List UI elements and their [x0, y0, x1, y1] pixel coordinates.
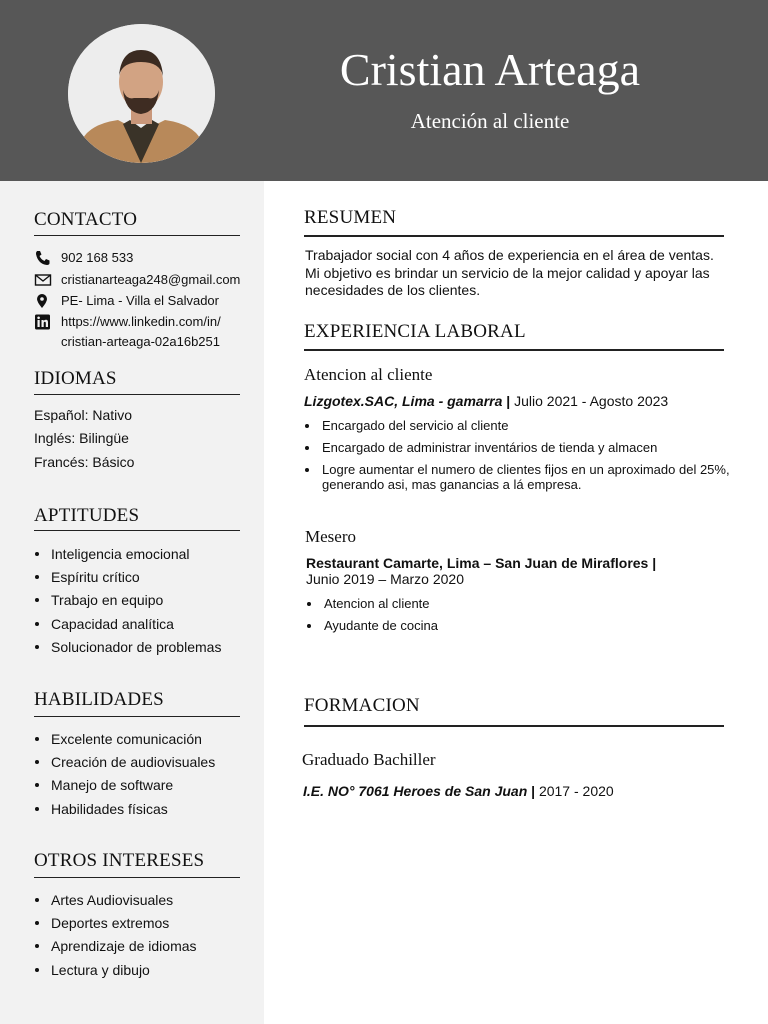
contact-phone: 902 168 533 — [61, 250, 134, 265]
education-separator: | — [527, 783, 539, 799]
contact-linkedin-row — [34, 312, 254, 332]
list-item: Aprendizaje de idiomas — [34, 937, 259, 960]
list-item: Excelente comunicación — [34, 730, 259, 753]
list-item: Encargado del servicio al cliente — [304, 418, 734, 433]
education-school: I.E. NO° 7061 Heroes de San Juan — [303, 783, 528, 799]
list-item: Inteligencia emocional — [34, 545, 259, 568]
interests-divider — [34, 877, 240, 878]
contact-location: PE- Lima - Villa el Salvador — [61, 293, 219, 308]
contact-linkedin-url[interactable]: https://www.linkedin.com/in/ — [61, 314, 221, 329]
list-item: Deportes extremos — [34, 914, 259, 937]
aptitudes-heading: APTITUDES — [34, 505, 140, 526]
languages-divider — [34, 394, 240, 395]
skills-heading: HABILIDADES — [34, 689, 164, 710]
experience-divider — [304, 349, 724, 351]
job-separator: | — [502, 393, 515, 409]
list-item: Trabajo en equipo — [34, 591, 259, 614]
job-bullets — [304, 418, 734, 499]
list-item: Artes Audiovisuales — [34, 891, 259, 914]
contact-phone-row — [34, 248, 254, 268]
language-item: Español: Nativo — [34, 407, 133, 423]
aptitudes-divider — [34, 530, 240, 531]
list-item: Habilidades físicas — [34, 800, 259, 823]
list-item: Creación de audiovisuales — [34, 753, 259, 776]
job-bullets — [306, 596, 736, 640]
contact-email-row — [34, 270, 254, 290]
mail-icon — [34, 272, 52, 288]
profile-photo — [68, 24, 215, 163]
header-band — [0, 0, 768, 181]
education-heading: FORMACION — [304, 695, 420, 716]
education-dates: 2017 - 2020 — [538, 783, 614, 799]
summary-text: Trabajador social con 4 años de experiencia en el área de ventas. Mi objetivo es brindar un servicio de la mejor calidad y apoyar las necesidades de los clientes. — [305, 247, 714, 298]
list-item: Espíritu crítico — [34, 568, 259, 591]
education-divider — [304, 725, 724, 727]
job-meta — [304, 393, 668, 409]
location-pin-icon — [34, 293, 52, 309]
languages-heading: IDIOMAS — [34, 368, 117, 389]
education-meta — [303, 783, 614, 799]
list-item: Ayudante de cocina — [306, 618, 736, 633]
contact-email[interactable]: cristianarteaga248@gmail.com — [61, 272, 241, 287]
contact-linkedin-url-continued[interactable]: cristian-arteaga-02a16b251 — [61, 334, 220, 349]
job-position: Mesero — [305, 527, 356, 546]
summary-heading: RESUMEN — [304, 207, 397, 228]
list-item: Encargado de administrar inventários de tienda y almacen — [304, 440, 734, 455]
person-portrait-icon — [68, 24, 215, 163]
contact-heading: CONTACTO — [34, 209, 138, 230]
candidate-role: Atención al cliente — [410, 109, 570, 133]
skills-divider — [34, 716, 240, 717]
education-degree: Graduado Bachiller — [302, 750, 436, 769]
list-item: Capacidad analítica — [34, 615, 259, 638]
job-position: Atencion al cliente — [304, 365, 433, 384]
list-item: Lectura y dibujo — [34, 961, 259, 984]
experience-heading: EXPERIENCIA LABORAL — [304, 321, 526, 342]
phone-icon — [34, 250, 52, 266]
language-item: Francés: Básico — [34, 454, 135, 470]
job-dates: Junio 2019 – Marzo 2020 — [306, 571, 464, 587]
candidate-name: Cristian Arteaga — [339, 44, 641, 95]
job-company: Lizgotex.SAC, Lima - gamarra — [304, 393, 503, 409]
job-dates: Julio 2021 - Agosto 2023 — [514, 393, 669, 409]
interests-heading: OTROS INTERESES — [34, 850, 205, 871]
interests-list — [34, 891, 259, 984]
list-item: Logre aumentar el numero de clientes fijos en un aproximado del 25%, generando asi, mas ganancias a lá empresa. — [304, 462, 734, 492]
summary-divider — [304, 235, 724, 237]
job-company: Restaurant Camarte, Lima – San Juan de Miraflores | — [306, 555, 657, 571]
list-item: Solucionador de problemas — [34, 638, 259, 661]
language-item: Inglés: Bilingüe — [34, 430, 129, 446]
aptitudes-list — [34, 545, 259, 661]
list-item: Atencion al cliente — [306, 596, 736, 611]
linkedin-icon — [34, 314, 52, 330]
skills-list — [34, 730, 259, 823]
list-item: Manejo de software — [34, 776, 259, 799]
contact-location-row — [34, 291, 254, 311]
contact-divider — [34, 235, 240, 236]
